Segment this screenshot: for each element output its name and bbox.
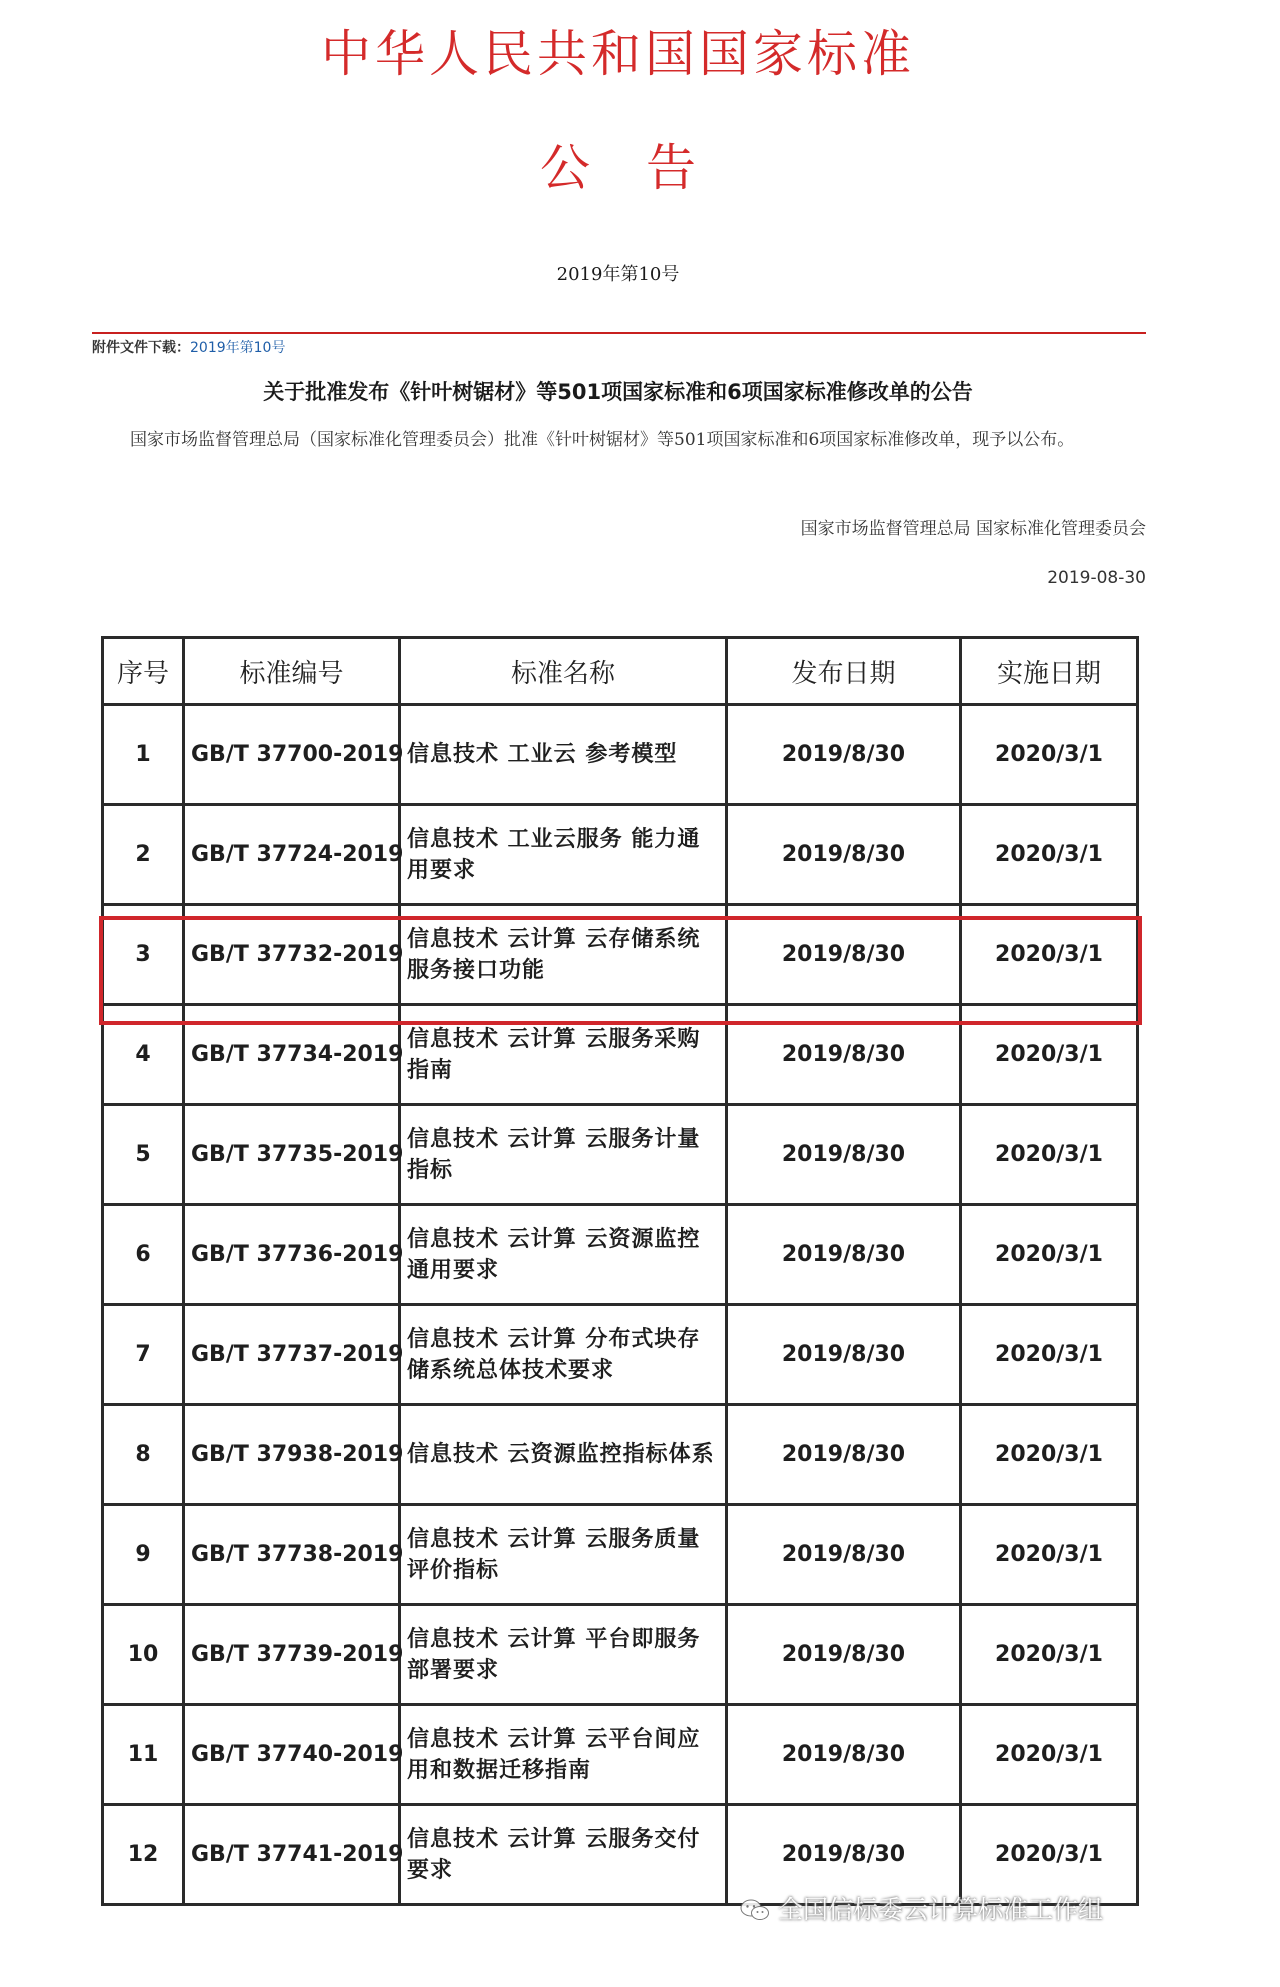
notice-body: 国家市场监督管理总局（国家标准化管理委员会）批准《针叶树锯材》等501项国家标准和6项国家标准修改单，现予以公布。 xyxy=(130,430,1075,450)
header-published: 发布日期 xyxy=(727,638,961,705)
attachment-line xyxy=(92,337,285,357)
row-name: 信息技术 云资源监控指标体系 xyxy=(400,1405,727,1505)
watermark-text: 全国信标委云计算标准工作组 xyxy=(778,1895,1104,1924)
notice-title: 关于批准发布《针叶树锯材》等501项国家标准和6项国家标准修改单的公告 xyxy=(263,380,973,404)
page-title: 中华人民共和国国家标准 xyxy=(321,25,915,83)
row-effective: 2020/3/1 xyxy=(961,1605,1138,1705)
header-no: 序号 xyxy=(103,638,184,705)
row-name: 信息技术 云计算 云平台间应用和数据迁移指南 xyxy=(400,1705,727,1805)
row-effective: 2020/3/1 xyxy=(961,1005,1138,1105)
table-row xyxy=(103,705,1138,805)
row-effective: 2020/3/1 xyxy=(961,1405,1138,1505)
header-effective: 实施日期 xyxy=(961,638,1138,705)
row-published: 2019/8/30 xyxy=(727,1605,961,1705)
row-no: 6 xyxy=(103,1205,184,1305)
row-name: 信息技术 云计算 云服务质量评价指标 xyxy=(400,1505,727,1605)
row-name: 信息技术 云计算 云服务计量指标 xyxy=(400,1105,727,1205)
row-code: GB/T 37700-2019 xyxy=(184,705,400,805)
table-row xyxy=(103,1305,1138,1405)
row-no: 9 xyxy=(103,1505,184,1605)
row-no: 4 xyxy=(103,1005,184,1105)
row-code: GB/T 37739-2019 xyxy=(184,1605,400,1705)
row-code: GB/T 37741-2019 xyxy=(184,1805,400,1905)
row-effective: 2020/3/1 xyxy=(961,1105,1138,1205)
row-name: 信息技术 工业云服务 能力通用要求 xyxy=(400,805,727,905)
row-effective: 2020/3/1 xyxy=(961,805,1138,905)
row-published: 2019/8/30 xyxy=(727,905,961,1005)
row-published: 2019/8/30 xyxy=(727,1405,961,1505)
row-code: GB/T 37734-2019 xyxy=(184,1005,400,1105)
row-published: 2019/8/30 xyxy=(727,1305,961,1405)
table-row xyxy=(103,1005,1138,1105)
row-effective: 2020/3/1 xyxy=(961,1205,1138,1305)
table-row xyxy=(103,1205,1138,1305)
row-published: 2019/8/30 xyxy=(727,805,961,905)
row-code: GB/T 37738-2019 xyxy=(184,1505,400,1605)
watermark xyxy=(740,1890,1103,1926)
red-divider xyxy=(92,332,1146,334)
row-effective: 2020/3/1 xyxy=(961,1305,1138,1405)
row-published: 2019/8/30 xyxy=(727,1105,961,1205)
row-published: 2019/8/30 xyxy=(727,705,961,805)
row-code: GB/T 37938-2019 xyxy=(184,1405,400,1505)
row-no: 2 xyxy=(103,805,184,905)
row-effective: 2020/3/1 xyxy=(961,1805,1138,1905)
row-no: 1 xyxy=(103,705,184,805)
row-name: 信息技术 工业云 参考模型 xyxy=(400,705,727,805)
table-row xyxy=(103,1405,1138,1505)
row-name: 信息技术 云计算 云服务采购指南 xyxy=(400,1005,727,1105)
table-row xyxy=(103,1605,1138,1705)
row-code: GB/T 37737-2019 xyxy=(184,1305,400,1405)
standards-table xyxy=(101,636,1139,1906)
issue-number: 2019年第10号 xyxy=(556,264,680,285)
row-no: 8 xyxy=(103,1405,184,1505)
row-published: 2019/8/30 xyxy=(727,1705,961,1805)
table-row xyxy=(103,1105,1138,1205)
row-effective: 2020/3/1 xyxy=(961,1505,1138,1605)
notice-issuer: 国家市场监督管理总局 国家标准化管理委员会 xyxy=(800,519,1146,539)
row-no: 10 xyxy=(103,1605,184,1705)
row-no: 3 xyxy=(103,905,184,1005)
row-effective: 2020/3/1 xyxy=(961,1705,1138,1805)
row-name: 信息技术 云计算 平台即服务部署要求 xyxy=(400,1605,727,1705)
row-published: 2019/8/30 xyxy=(727,1505,961,1605)
row-name: 信息技术 云计算 分布式块存储系统总体技术要求 xyxy=(400,1305,727,1405)
table-row xyxy=(103,1505,1138,1605)
row-no: 11 xyxy=(103,1705,184,1805)
row-no: 12 xyxy=(103,1805,184,1905)
table-row xyxy=(103,805,1138,905)
row-code: GB/T 37740-2019 xyxy=(184,1705,400,1805)
row-name: 信息技术 云计算 云服务交付要求 xyxy=(400,1805,727,1905)
row-effective: 2020/3/1 xyxy=(961,905,1138,1005)
row-code: GB/T 37732-2019 xyxy=(184,905,400,1005)
row-published: 2019/8/30 xyxy=(727,1205,961,1305)
wechat-icon xyxy=(740,1898,770,1920)
row-code: GB/T 37735-2019 xyxy=(184,1105,400,1205)
attachment-download-link[interactable]: 2019年第10号 xyxy=(190,340,286,356)
header-name: 标准名称 xyxy=(400,638,727,705)
page-subtitle: 公告 xyxy=(540,139,752,197)
row-published: 2019/8/30 xyxy=(727,1005,961,1105)
table-header-row xyxy=(103,638,1138,705)
attachment-label: 附件文件下载： xyxy=(92,340,190,356)
table-row-highlighted xyxy=(103,905,1138,1005)
row-no: 7 xyxy=(103,1305,184,1405)
row-name: 信息技术 云计算 云资源监控通用要求 xyxy=(400,1205,727,1305)
row-published: 2019/8/30 xyxy=(727,1805,961,1905)
row-name: 信息技术 云计算 云存储系统服务接口功能 xyxy=(400,905,727,1005)
row-no: 5 xyxy=(103,1105,184,1205)
row-code: GB/T 37736-2019 xyxy=(184,1205,400,1305)
row-effective: 2020/3/1 xyxy=(961,705,1138,805)
row-code: GB/T 37724-2019 xyxy=(184,805,400,905)
header-code: 标准编号 xyxy=(184,638,400,705)
notice-date: 2019-08-30 xyxy=(1047,568,1146,588)
table-row xyxy=(103,1705,1138,1805)
